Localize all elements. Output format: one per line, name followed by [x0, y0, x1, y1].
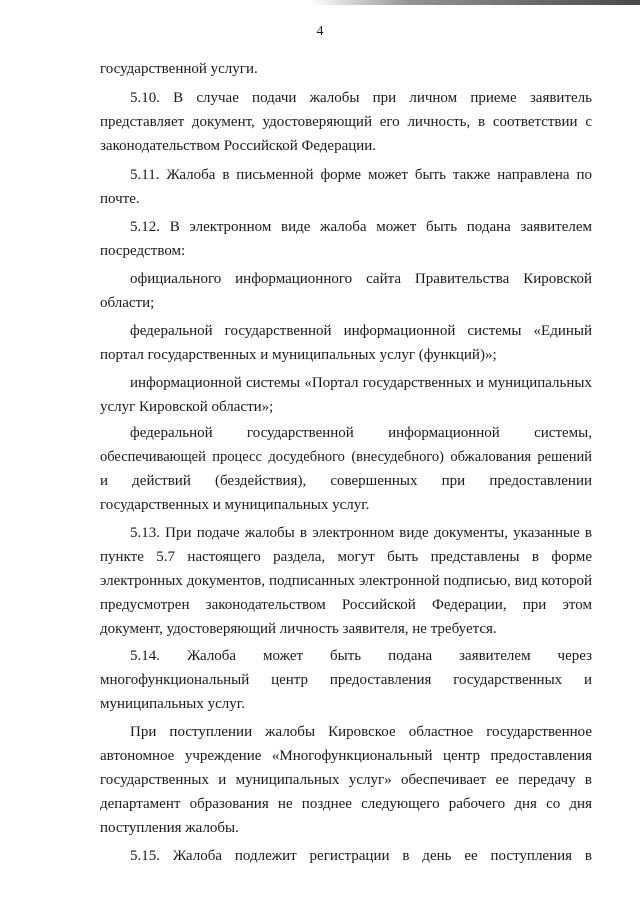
text-line: услуг Кировской области»; [100, 399, 274, 415]
text-line: государственных и муниципальных услуг» обеспечивает ее передачу в [100, 772, 592, 788]
text-line: и действий (бездействия), совершенных при предоставлении [100, 473, 592, 489]
text-line: 5.10. В случае подачи жалобы при личном приеме заявитель [130, 90, 592, 106]
text-line: поступления жалобы. [100, 820, 239, 836]
text-line: представляет документ, удостоверяющий его личность, в соответствии с [100, 114, 592, 130]
text-line: федеральной государственной информационной системы, [130, 425, 592, 441]
text-line: 5.12. В электронном виде жалоба может быть подана заявителем [130, 219, 592, 235]
text-line: законодательством Российской Федерации. [100, 138, 377, 154]
text-line: муниципальных услуг. [100, 696, 245, 712]
text-line: 5.14. Жалоба может быть подана заявителем через [130, 648, 592, 664]
text-line: При поступлении жалобы Кировское областное государственное [130, 724, 592, 740]
text-line: 5.15. Жалоба подлежит регистрации в день ее поступления в [130, 848, 592, 864]
scan-edge-shadow [310, 0, 640, 5]
text-line: области; [100, 295, 155, 311]
text-line: обеспечивающей процесс досудебного (внесудебного) обжалования решений [100, 449, 592, 465]
text-line: автономное учреждение «Многофункциональный центр предоставления [100, 748, 592, 764]
text-line: почте. [100, 191, 140, 207]
text-line: государственной услуги. [100, 61, 258, 77]
text-line: документ, удостоверяющий личность заявителя, не требуется. [100, 621, 497, 637]
text-line: официального информационного сайта Правительства Кировской [130, 271, 592, 287]
text-line: информационной системы «Портал государственных и муниципальных [130, 375, 592, 391]
text-line: электронных документов, подписанных электронной подписью, вид которой [100, 573, 592, 589]
page-number: 4 [316, 24, 324, 39]
text-line: пункте 5.7 настоящего раздела, могут быть представлены в форме [100, 549, 592, 565]
text-line: федеральной государственной информационной системы «Единый [130, 323, 592, 339]
text-line: департамент образования не позднее следующего рабочего дня со дня [100, 796, 592, 812]
text-line: портал государственных и муниципальных услуг (функций)»; [100, 347, 497, 363]
text-line: 5.13. При подаче жалобы в электронном виде документы, указанные в [130, 525, 592, 541]
text-line: государственных и муниципальных услуг. [100, 497, 370, 513]
text-line: посредством: [100, 243, 186, 259]
text-line: многофункциональный центр предоставления государственных и [100, 672, 592, 688]
text-line: 5.11. Жалоба в письменной форме может быть также направлена по [130, 167, 592, 183]
text-line: предусмотрен законодательством Российской Федерации, при этом [100, 597, 592, 613]
